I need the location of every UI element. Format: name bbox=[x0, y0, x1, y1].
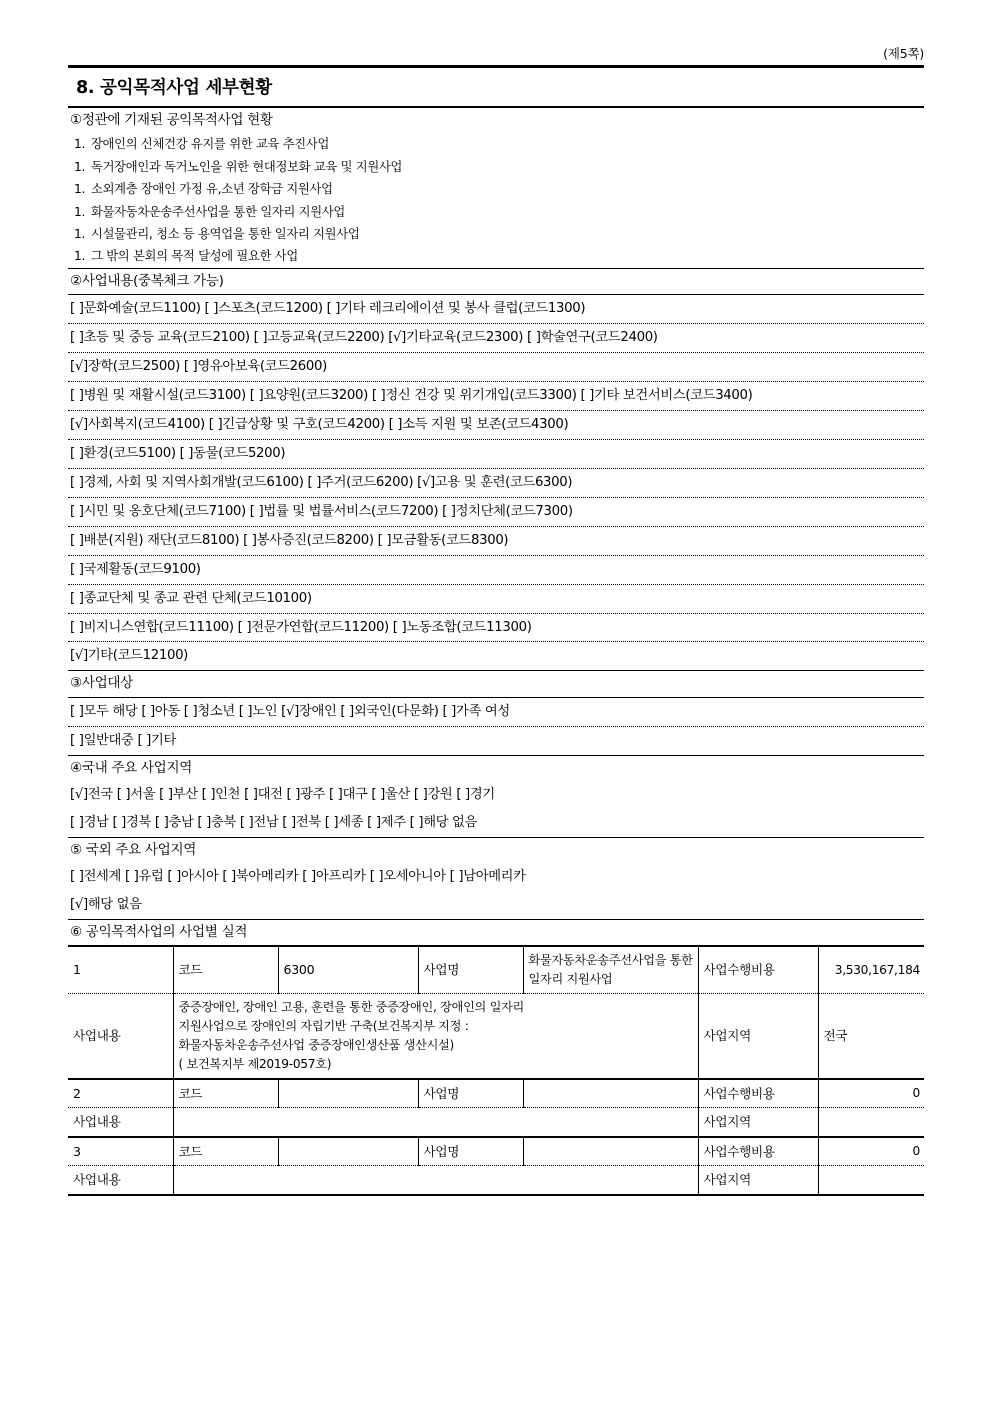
checkbox-option[interactable] bbox=[70, 787, 113, 802]
region-label: 사업지역 bbox=[698, 1108, 818, 1137]
checkbox-option[interactable] bbox=[137, 733, 176, 748]
project-name-label: 사업명 bbox=[418, 1137, 523, 1166]
project-name-value[interactable] bbox=[523, 1079, 698, 1108]
checkbox-option-label: 아프리카 bbox=[315, 869, 366, 885]
checkbox-option[interactable] bbox=[302, 869, 366, 884]
checkbox-option[interactable] bbox=[70, 815, 109, 830]
checkbox-checked-icon[interactable]: [√] bbox=[70, 416, 88, 432]
checkbox-option[interactable] bbox=[388, 330, 523, 345]
checkbox-option[interactable] bbox=[370, 869, 446, 884]
checkbox-option[interactable] bbox=[244, 787, 283, 802]
entry-number: 3 bbox=[68, 1137, 173, 1166]
list-item bbox=[68, 245, 924, 267]
option-row bbox=[68, 698, 924, 726]
checkbox-option[interactable] bbox=[70, 417, 205, 432]
checkbox-empty-icon[interactable]: [ ] bbox=[183, 703, 198, 719]
checkbox-empty-icon[interactable]: [ ] bbox=[449, 869, 464, 885]
checkbox-checked-icon[interactable]: [√] bbox=[70, 896, 88, 912]
checkbox-empty-icon[interactable]: [ ] bbox=[70, 532, 84, 548]
option-row bbox=[68, 324, 924, 352]
checkbox-option-label: 학술연구(코드2400) bbox=[540, 330, 658, 346]
checkbox-checked-icon[interactable]: [√] bbox=[70, 359, 88, 375]
section5-heading: ⑤ 국외 주요 사업지역 bbox=[70, 841, 197, 858]
checkbox-empty-icon[interactable]: [ ] bbox=[70, 330, 84, 346]
checkbox-empty-icon[interactable]: [ ] bbox=[70, 732, 84, 748]
page-title: 8. 공익목적사업 세부현황 bbox=[76, 78, 272, 98]
entry-number: 2 bbox=[68, 1079, 173, 1108]
option-row bbox=[68, 353, 924, 381]
checkbox-option[interactable] bbox=[222, 869, 298, 884]
option-row bbox=[68, 614, 924, 642]
option-row bbox=[68, 527, 924, 555]
list-item-number: 1. bbox=[74, 182, 86, 197]
section1-list bbox=[68, 133, 924, 268]
checkbox-option-label: 법률 및 법률서비스(코드7200) bbox=[263, 503, 439, 519]
checkbox-option-label: 강원 bbox=[427, 786, 453, 802]
option-row bbox=[68, 891, 924, 919]
list-item bbox=[68, 201, 924, 223]
checkbox-option[interactable] bbox=[70, 301, 201, 316]
checkbox-empty-icon[interactable]: [ ] bbox=[70, 703, 84, 719]
checkbox-option-label: 봉사증진(코드8200) bbox=[256, 532, 374, 548]
checkbox-option-label: 국제활동(코드9100) bbox=[83, 561, 201, 577]
checkbox-option-label: 기타 bbox=[151, 732, 176, 748]
checkbox-option[interactable] bbox=[580, 388, 752, 403]
checkbox-option-label: 정신 건강 및 위기개입(코드3300) bbox=[385, 388, 577, 404]
checkbox-empty-icon[interactable]: [ ] bbox=[371, 388, 386, 404]
checkbox-empty-icon[interactable]: [ ] bbox=[239, 814, 254, 830]
checkbox-option[interactable] bbox=[393, 620, 532, 635]
section2-option-rows bbox=[68, 295, 924, 670]
checkbox-empty-icon[interactable]: [ ] bbox=[204, 301, 219, 317]
project-name-value[interactable] bbox=[523, 1137, 698, 1166]
checkbox-option-label: 유럽 bbox=[138, 869, 164, 885]
checkbox-option[interactable] bbox=[417, 475, 572, 490]
list-item-label: 독거장애인과 독거노인을 위한 현대정보화 교육 및 지원사업 bbox=[91, 159, 403, 174]
option-row bbox=[68, 295, 924, 323]
cost-value[interactable]: 0 bbox=[818, 1137, 924, 1166]
project-name-label: 사업명 bbox=[418, 946, 523, 993]
section3-option-rows bbox=[68, 698, 924, 755]
checkbox-empty-icon[interactable]: [ ] bbox=[159, 786, 173, 802]
table-row bbox=[68, 946, 924, 993]
checkbox-empty-icon[interactable]: [ ] bbox=[244, 786, 258, 802]
checkbox-empty-icon[interactable]: [ ] bbox=[527, 330, 541, 346]
checkbox-option[interactable] bbox=[70, 704, 137, 719]
checkbox-option-label: 서울 bbox=[130, 786, 156, 802]
checkbox-empty-icon[interactable]: [ ] bbox=[249, 503, 264, 519]
checkbox-option[interactable] bbox=[414, 787, 453, 802]
checkbox-empty-icon[interactable]: [ ] bbox=[70, 814, 84, 830]
checkbox-option[interactable] bbox=[442, 704, 509, 719]
list-item-number: 1. bbox=[74, 204, 86, 219]
option-row bbox=[68, 642, 924, 670]
checkbox-option[interactable] bbox=[70, 359, 180, 374]
checkbox-option-label: 경기 bbox=[469, 786, 495, 802]
cost-label: 사업수행비용 bbox=[698, 946, 818, 993]
checkbox-empty-icon[interactable]: [ ] bbox=[222, 869, 236, 885]
checkbox-option[interactable] bbox=[282, 815, 321, 830]
checkbox-option[interactable] bbox=[442, 504, 573, 519]
checkbox-option[interactable] bbox=[117, 787, 156, 802]
checkbox-option[interactable] bbox=[155, 815, 194, 830]
checkbox-option[interactable] bbox=[70, 330, 250, 345]
region-label: 사업지역 bbox=[698, 1166, 818, 1195]
checkbox-option[interactable] bbox=[70, 620, 234, 635]
checkbox-option[interactable] bbox=[450, 869, 526, 884]
checkbox-option-label: 충북 bbox=[210, 814, 236, 830]
option-row bbox=[68, 863, 924, 891]
checkbox-option-label: 기타 보건서비스(코드3400) bbox=[594, 388, 753, 404]
checkbox-empty-icon[interactable]: [ ] bbox=[70, 474, 84, 490]
checkbox-option[interactable] bbox=[239, 704, 278, 719]
checkbox-empty-icon[interactable]: [ ] bbox=[70, 590, 84, 606]
checkbox-option-label: 아시아 bbox=[180, 869, 219, 885]
checkbox-option[interactable] bbox=[378, 533, 509, 548]
page-number: (제5쪽) bbox=[883, 46, 924, 61]
checkbox-option-label: 소득 지원 및 보존(코드4300) bbox=[402, 416, 569, 432]
section5-option-rows bbox=[68, 863, 924, 919]
checkbox-empty-icon[interactable]: [ ] bbox=[70, 301, 84, 317]
checkbox-empty-icon[interactable]: [ ] bbox=[286, 786, 301, 802]
checkbox-option[interactable] bbox=[70, 446, 176, 461]
list-item-label: 화물자동차운송주선사업을 통한 일자리 지원사업 bbox=[91, 204, 345, 219]
code-label: 코드 bbox=[173, 1079, 278, 1108]
checkbox-empty-icon[interactable]: [ ] bbox=[70, 445, 84, 461]
list-item bbox=[68, 156, 924, 178]
checkbox-empty-icon[interactable]: [ ] bbox=[442, 703, 457, 719]
checkbox-empty-icon[interactable]: [ ] bbox=[302, 869, 316, 885]
checkbox-empty-icon[interactable]: [ ] bbox=[328, 786, 343, 802]
table-row bbox=[68, 994, 924, 1079]
option-row bbox=[68, 809, 924, 837]
checkbox-option-label: 전남 bbox=[253, 814, 279, 830]
checkbox-empty-icon[interactable]: [ ] bbox=[70, 561, 84, 577]
performance-table bbox=[68, 945, 924, 1196]
checkbox-option-label: 가족 여성 bbox=[456, 703, 510, 719]
checkbox-empty-icon[interactable]: [ ] bbox=[179, 445, 194, 461]
checkbox-option-label: 스포츠(코드1200) bbox=[218, 301, 323, 317]
checkbox-option-label: 대전 bbox=[257, 786, 283, 802]
checkbox-option-label: 전국 bbox=[87, 786, 113, 802]
code-value[interactable] bbox=[278, 1079, 418, 1108]
checkbox-option[interactable] bbox=[180, 446, 286, 461]
list-item-label: 장애인의 신체건강 유지를 위한 교육 추진사업 bbox=[91, 137, 330, 152]
region-value[interactable] bbox=[818, 1166, 924, 1195]
checkbox-option[interactable] bbox=[250, 388, 368, 403]
checkbox-option-label: 청소년 bbox=[197, 703, 235, 719]
checkbox-option-label: 제주 bbox=[380, 814, 406, 830]
checkbox-option-label: 아동 bbox=[154, 703, 180, 719]
checkbox-option[interactable] bbox=[70, 388, 246, 403]
checkbox-option-label: 전북 bbox=[295, 814, 321, 830]
content-label: 사업내용 bbox=[68, 994, 173, 1079]
checkbox-empty-icon[interactable]: [ ] bbox=[580, 388, 595, 404]
entry-number: 1 bbox=[68, 946, 173, 993]
checkbox-option[interactable] bbox=[372, 388, 577, 403]
checkbox-option-label: 일반대중 bbox=[83, 732, 134, 748]
list-item bbox=[68, 223, 924, 245]
checkbox-option[interactable] bbox=[125, 869, 164, 884]
checkbox-option[interactable] bbox=[70, 562, 201, 577]
checkbox-option-label: 해당 없음 bbox=[423, 814, 478, 830]
checkbox-option[interactable] bbox=[70, 475, 304, 490]
checkbox-option[interactable] bbox=[141, 704, 180, 719]
checkbox-checked-icon[interactable]: [√] bbox=[388, 330, 407, 346]
checkbox-empty-icon[interactable]: [ ] bbox=[324, 814, 339, 830]
checkbox-option-label: 긴급상황 및 구호(코드4200) bbox=[222, 416, 385, 432]
checkbox-option[interactable] bbox=[240, 815, 279, 830]
checkbox-option-label: 영유아보육(코드2600) bbox=[197, 359, 327, 375]
checkbox-option-label: 기타(코드12100) bbox=[87, 648, 189, 664]
checkbox-checked-icon[interactable]: [√] bbox=[70, 786, 88, 802]
checkbox-option-label: 부산 bbox=[172, 786, 198, 802]
checkbox-option[interactable] bbox=[70, 591, 312, 606]
checkbox-empty-icon[interactable]: [ ] bbox=[377, 532, 392, 548]
option-row bbox=[68, 556, 924, 584]
checkbox-empty-icon[interactable]: [ ] bbox=[124, 869, 139, 885]
checkbox-empty-icon[interactable]: [ ] bbox=[442, 503, 456, 519]
document-page bbox=[68, 0, 924, 1196]
checkbox-empty-icon[interactable]: [ ] bbox=[137, 732, 151, 748]
checkbox-option[interactable] bbox=[410, 815, 477, 830]
checkbox-option-label: 기타교육(코드2300) bbox=[406, 330, 524, 346]
checkbox-option-label: 비지니스연합(코드11100) bbox=[83, 619, 234, 635]
checkbox-option[interactable] bbox=[325, 815, 364, 830]
checkbox-empty-icon[interactable]: [ ] bbox=[70, 619, 84, 635]
checkbox-option-label: 모금활동(코드8300) bbox=[391, 532, 509, 548]
code-label: 코드 bbox=[173, 946, 278, 993]
table-row bbox=[68, 1108, 924, 1137]
region-label: 사업지역 bbox=[698, 994, 818, 1079]
checkbox-empty-icon[interactable]: [ ] bbox=[154, 814, 169, 830]
checkbox-empty-icon[interactable]: [ ] bbox=[388, 416, 403, 432]
checkbox-option-label: 주거(코드6200) bbox=[321, 474, 414, 490]
checkbox-option[interactable] bbox=[456, 787, 495, 802]
checkbox-option-label: 종교단체 및 종교 관련 단체(코드10100) bbox=[83, 590, 312, 606]
cost-label: 사업수행비용 bbox=[698, 1079, 818, 1108]
checkbox-option[interactable] bbox=[281, 704, 336, 719]
content-value[interactable] bbox=[173, 1108, 698, 1137]
checkbox-empty-icon[interactable]: [ ] bbox=[367, 814, 381, 830]
checkbox-option-label: 광주 bbox=[300, 786, 326, 802]
checkbox-option[interactable] bbox=[205, 301, 323, 316]
checkbox-empty-icon[interactable]: [ ] bbox=[253, 330, 268, 346]
checkbox-option-label: 시민 및 옹호단체(코드7100) bbox=[83, 503, 246, 519]
content-value[interactable] bbox=[173, 1166, 698, 1195]
checkbox-option-label: 기타 레크리에이션 및 봉사 클럽(코드1300) bbox=[340, 301, 586, 317]
checkbox-empty-icon[interactable]: [ ] bbox=[413, 786, 428, 802]
list-item-label: 소외계층 장애인 가정 유,소년 장학금 지원사업 bbox=[91, 182, 333, 197]
checkbox-option-label: 병원 및 재활시설(코드3100) bbox=[83, 388, 246, 404]
list-item-number: 1. bbox=[74, 249, 86, 264]
checkbox-option[interactable] bbox=[367, 815, 406, 830]
checkbox-option-label: 노인 bbox=[252, 703, 278, 719]
option-row bbox=[68, 585, 924, 613]
checkbox-empty-icon[interactable]: [ ] bbox=[116, 786, 131, 802]
checkbox-empty-icon[interactable]: [ ] bbox=[282, 814, 296, 830]
checkbox-option[interactable] bbox=[254, 330, 385, 345]
checkbox-empty-icon[interactable]: [ ] bbox=[201, 786, 216, 802]
section6-heading: ⑥ 공익목적사업의 사업별 실적 bbox=[70, 923, 248, 940]
section3-heading: ③사업대상 bbox=[70, 675, 133, 692]
checkbox-option[interactable] bbox=[329, 787, 368, 802]
checkbox-option-label: 남아메리카 bbox=[463, 869, 526, 885]
checkbox-option[interactable] bbox=[243, 533, 374, 548]
checkbox-option-label: 고용 및 훈련(코드6300) bbox=[434, 474, 573, 490]
checkbox-option-label: 경북 bbox=[126, 814, 152, 830]
checkbox-option-label: 충남 bbox=[168, 814, 194, 830]
checkbox-empty-icon[interactable]: [ ] bbox=[340, 703, 354, 719]
checkbox-option-label: 배분(지원) 재단(코드8100) bbox=[83, 532, 240, 548]
checkbox-checked-icon[interactable]: [√] bbox=[417, 474, 435, 490]
list-item bbox=[68, 133, 924, 155]
checkbox-option[interactable] bbox=[340, 704, 438, 719]
checkbox-option-label: 경남 bbox=[83, 814, 109, 830]
checkbox-option-label: 인천 bbox=[215, 786, 241, 802]
checkbox-empty-icon[interactable]: [ ] bbox=[456, 786, 470, 802]
section4-heading: ④국내 주요 사업지역 bbox=[70, 759, 193, 776]
checkbox-option[interactable] bbox=[159, 787, 198, 802]
option-row bbox=[68, 382, 924, 410]
checkbox-option[interactable] bbox=[184, 359, 327, 374]
checkbox-option[interactable] bbox=[197, 815, 236, 830]
option-row bbox=[68, 781, 924, 809]
option-row bbox=[68, 440, 924, 468]
checkbox-option[interactable] bbox=[250, 504, 438, 519]
option-row bbox=[68, 469, 924, 497]
checkbox-option-label: 전세계 bbox=[83, 869, 122, 885]
checkbox-option-label: 세종 bbox=[338, 814, 364, 830]
checkbox-empty-icon[interactable]: [ ] bbox=[197, 814, 211, 830]
content-label: 사업내용 bbox=[68, 1108, 173, 1137]
checkbox-option[interactable] bbox=[371, 787, 410, 802]
checkbox-option-label: 대구 bbox=[342, 786, 368, 802]
checkbox-option-label: 장애인 bbox=[298, 703, 337, 719]
checkbox-empty-icon[interactable]: [ ] bbox=[208, 416, 223, 432]
checkbox-empty-icon[interactable]: [ ] bbox=[392, 619, 407, 635]
cost-label: 사업수행비용 bbox=[698, 1137, 818, 1166]
checkbox-empty-icon[interactable]: [ ] bbox=[167, 869, 181, 885]
checkbox-empty-icon[interactable]: [ ] bbox=[141, 703, 155, 719]
option-row bbox=[68, 727, 924, 755]
checkbox-option-label: 고등교육(코드2200) bbox=[267, 330, 385, 346]
cost-value[interactable]: 0 bbox=[818, 1079, 924, 1108]
table-row bbox=[68, 1137, 924, 1166]
checkbox-option-label: 모두 해당 bbox=[83, 703, 138, 719]
content-label: 사업내용 bbox=[68, 1166, 173, 1195]
checkbox-option-label: 장학(코드2500) bbox=[87, 359, 180, 375]
checkbox-option-label: 외국인(다문화) bbox=[353, 703, 439, 719]
code-value[interactable]: 6300 bbox=[278, 946, 418, 993]
checkbox-empty-icon[interactable]: [ ] bbox=[249, 388, 264, 404]
checkbox-option[interactable] bbox=[112, 815, 151, 830]
checkbox-empty-icon[interactable]: [ ] bbox=[371, 786, 385, 802]
checkbox-empty-icon[interactable]: [ ] bbox=[326, 301, 341, 317]
checkbox-option-label: 해당 없음 bbox=[87, 896, 142, 912]
section2-heading: ②사업내용(중복체크 가능) bbox=[70, 272, 224, 289]
checkbox-option-label: 정치단체(코드7300) bbox=[455, 503, 573, 519]
checkbox-option-label: 울산 bbox=[384, 786, 410, 802]
code-label: 코드 bbox=[173, 1137, 278, 1166]
checkbox-option-label: 환경(코드5100) bbox=[83, 445, 176, 461]
checkbox-option-label: 노동조합(코드11300) bbox=[406, 619, 532, 635]
checkbox-empty-icon[interactable]: [ ] bbox=[307, 474, 322, 490]
option-row bbox=[68, 498, 924, 526]
cost-value[interactable]: 3,530,167,184 bbox=[818, 946, 924, 993]
checkbox-empty-icon[interactable]: [ ] bbox=[70, 503, 84, 519]
code-value[interactable] bbox=[278, 1137, 418, 1166]
checkbox-option-label: 전문가연합(코드11200) bbox=[251, 619, 389, 635]
list-item-number: 1. bbox=[74, 159, 86, 174]
checkbox-option[interactable] bbox=[209, 417, 385, 432]
checkbox-option[interactable] bbox=[308, 475, 414, 490]
checkbox-checked-icon[interactable]: [√] bbox=[281, 703, 299, 719]
list-item-label: 그 밖의 본회의 목적 달성에 필요한 사업 bbox=[91, 249, 298, 264]
checkbox-empty-icon[interactable]: [ ] bbox=[369, 869, 384, 885]
content-value[interactable]: 중증장애인, 장애인 고용, 훈련을 통한 중증장애인, 장애인의 일자리 지원사업으로 장애인의 자립기반 구축(보건복지부 지정 : 화물자동차운송주선사업 중증장애인생산품 생산시설) ( 보건복지부 제2019-057호) bbox=[173, 994, 698, 1079]
checkbox-option[interactable] bbox=[287, 787, 326, 802]
checkbox-option[interactable] bbox=[70, 533, 239, 548]
list-item-label: 시설물관리, 청소 등 용역업을 통한 일자리 지원사업 bbox=[91, 227, 360, 242]
checkbox-option-label: 사회복지(코드4100) bbox=[87, 416, 205, 432]
table-row bbox=[68, 1079, 924, 1108]
checkbox-option-label: 경제, 사회 및 지역사회개발(코드6100) bbox=[83, 474, 304, 490]
checkbox-empty-icon[interactable]: [ ] bbox=[243, 532, 257, 548]
section4-option-rows bbox=[68, 781, 924, 837]
checkbox-option[interactable] bbox=[327, 301, 586, 316]
region-value[interactable] bbox=[818, 1108, 924, 1137]
checkbox-checked-icon[interactable]: [√] bbox=[70, 648, 88, 664]
checkbox-option[interactable] bbox=[70, 897, 142, 912]
checkbox-option-label: 북아메리카 bbox=[235, 869, 299, 885]
list-item bbox=[68, 178, 924, 200]
option-row bbox=[68, 411, 924, 439]
checkbox-option[interactable] bbox=[167, 869, 218, 884]
list-item-number: 1. bbox=[74, 137, 86, 152]
checkbox-option[interactable] bbox=[70, 504, 246, 519]
checkbox-option-label: 요양원(코드3200) bbox=[263, 388, 368, 404]
checkbox-empty-icon[interactable]: [ ] bbox=[237, 619, 252, 635]
project-name-value[interactable]: 화물자동차운송주선사업을 통한 일자리 지원사업 bbox=[523, 946, 698, 993]
checkbox-empty-icon[interactable]: [ ] bbox=[409, 814, 424, 830]
checkbox-option[interactable] bbox=[184, 704, 235, 719]
checkbox-option-label: 문화예술(코드1100) bbox=[83, 301, 201, 317]
table-row bbox=[68, 1166, 924, 1195]
project-name-label: 사업명 bbox=[418, 1079, 523, 1108]
checkbox-option[interactable] bbox=[389, 417, 569, 432]
checkbox-option-label: 동물(코드5200) bbox=[193, 445, 286, 461]
checkbox-option[interactable] bbox=[238, 620, 389, 635]
checkbox-option[interactable] bbox=[202, 787, 241, 802]
checkbox-option[interactable] bbox=[527, 330, 658, 345]
checkbox-empty-icon[interactable]: [ ] bbox=[70, 388, 84, 404]
checkbox-option[interactable] bbox=[70, 648, 188, 663]
checkbox-option-label: 오세아니아 bbox=[383, 869, 446, 885]
checkbox-empty-icon[interactable]: [ ] bbox=[70, 869, 84, 885]
checkbox-empty-icon[interactable]: [ ] bbox=[183, 359, 198, 375]
checkbox-option[interactable] bbox=[70, 733, 134, 748]
checkbox-empty-icon[interactable]: [ ] bbox=[112, 814, 127, 830]
checkbox-empty-icon[interactable]: [ ] bbox=[238, 703, 253, 719]
list-item-number: 1. bbox=[74, 227, 86, 242]
checkbox-option-label: 초등 및 중등 교육(코드2100) bbox=[83, 330, 250, 346]
checkbox-option[interactable] bbox=[70, 869, 121, 884]
region-value[interactable]: 전국 bbox=[818, 994, 924, 1079]
section1-heading: ①정관에 기재된 공익목적사업 현황 bbox=[70, 112, 273, 128]
